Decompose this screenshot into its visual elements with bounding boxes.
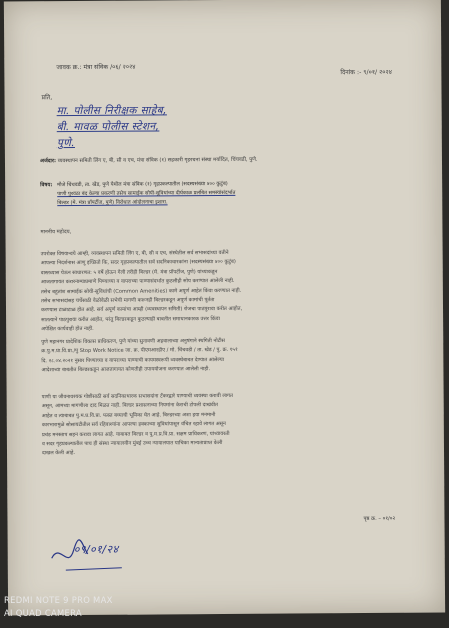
letter-date: दिनांक :- ९/०१/ २०२४ (340, 68, 392, 77)
text-line: पाणी या जीवनावश्यक गोष्टीसाठी सर्व सदनिकाधारक सभासदांना टँकरद्वारे पाण्याची व्यवस्था करावी लागत (41, 392, 233, 401)
recipient-line-1: मा. पोलीस निरीक्षक साहेब, (56, 104, 167, 118)
text-line: वास्तव्यास येऊन साधारणत: ५ वर्षे होऊन गेली तरीही बिल्डर (मे. मंत्रा प्रॉपर्टीज, पुणे) यांच्याकडून (40, 268, 218, 277)
text-line: तसेच बहुतांश सामाईक सोयी-सुविधांची (Common Amenities) कामे अपूर्ण आहेत किंवा करण्यात नाही. (40, 287, 242, 295)
paragraph-2 (41, 336, 424, 376)
camera-watermark-line-2: AI QUAD CAMERA (4, 608, 82, 618)
salutation: माननीय महोदय, (40, 229, 72, 236)
signature-date: ०९/०१/२४ (73, 542, 119, 557)
text-line: तसेच सभासदांसह चर्चेसाठी वेळोवेळी सभेची मागणी करूनही बिल्डरकडून अपूर्ण कामांची पूर्तता (40, 297, 215, 305)
text-line: आदेशाच्या बाबतीत बिल्डरकडून आजतागायत कोणतीही उपाययोजना करण्यात आलेली नाही. (41, 366, 211, 374)
subject-text (57, 179, 422, 209)
text-line: दि. २८.०४.२०२१ नुसार पिण्याच्या व वापराच्या पाण्याची कायमस्वरूपी व्यवस्थेबाबत देण्यात आलेल्या (41, 356, 225, 365)
text-line: आजतागायत करारनाम्याप्रमाणे पिण्याच्या व वापराच्या पाण्यासंदर्भात कुठलीही सोय करण्यात आलेली नाही. (40, 278, 235, 286)
text-line: दाखल केली आहे. (41, 450, 76, 457)
page-number: पृष्ठ क्र. – ०१/०२ (363, 515, 396, 523)
recipient-line-2: बी. मावळ पोलीस स्टेशन, (56, 120, 160, 134)
text-line: प्रचंड मनस्ताप सहन करावा लागत आहे. याबाबत बिल्डर व पु.म.प्र.वि.प्रा. सक्षम प्राधिकरण, यांच्यावरती (41, 430, 230, 438)
subject-label: विषय: (40, 182, 53, 189)
text-line: पुणे महानगर प्रादेशिक विकास प्राधिकरण, पुणे यांच्या सुनावणी अहवालाच्या अनुषंगाने स्थगिती नोटीस (41, 337, 225, 346)
letter-page (4, 0, 445, 616)
signature-mark (48, 534, 128, 581)
prati-label: प्रति, (41, 94, 53, 102)
camera-watermark-line-1: REDMI NOTE 9 PRO MAX (4, 595, 113, 605)
text-line: करण्यास टाळाटाळ होत आहे. सर्व अपूर्ण कामांचा आम्ही (व्यवस्थापन समिती) रोजचा पाठपुरावा करीत आहोत, (41, 306, 243, 314)
sender-block (40, 156, 258, 167)
text-line: आपल्या निदर्शनास आणू इच्छितो कि, सदर गृहप्रकल्पातील सर्व सदनिकाधारकांना (सदस्यसंख्या ४०० कुटुंब) (40, 259, 236, 267)
subject-line: बिल्डर (मे. मंत्रा प्रॉपर्टीज, पुणे) विरोधात आंदोलनाचा इशारा. (57, 199, 168, 207)
text-line: कारभारामुळे सोसायटीतील सर्व रहिवाश्यांना आपल्या हक्काच्या सुविधांपासून वंचित रहावे लागत असून (41, 421, 226, 429)
paragraph-1 (41, 248, 425, 335)
text-line: सातत्याने पाठपुरावा करीत आहोत, परंतु बिल्डरकडून कुठल्याही बाबतीत समाधानकारक उत्तर किंवा (41, 315, 220, 324)
reference-number: जावक क्र.: मंत्रा संविक /०६/ २०२४ (56, 63, 136, 72)
text-line: आहेत व त्याबाबत पु.म.प्र.वि.प्रा. फक्त बघ्याची भूमिका घेत आहे. बिल्डरच्या अशा हया मनमानी (41, 411, 216, 420)
recipient-line-3: पुणे. (56, 137, 75, 150)
text-line: क्र.पु.म.प्रा.वि.प्रा./पु Stop Work Notice जा. क्र. पीएमआरडीए / मो. चिंचवडी / ता. खेड / पु. क्र. १५१ (41, 347, 238, 355)
text-line: उपरोक्त विषयान्वये आम्ही, व्यवस्थापन समिती लिंग ए, बी, सी व एच, संस्थेतील सर्व सभासदांच्या वतीने (40, 249, 229, 258)
sender-label: अर्जदार: (39, 158, 57, 165)
paragraph-3 (42, 391, 425, 460)
sender-text: व्यवस्थापन समिती लिंग ए, बी, सी व एच, मंत्रा संविक (१) सहकारी गृहरचना संस्था मर्यादित, चिंचवडी, पुणे. (57, 156, 258, 165)
text-line: व सदर गृहप्रकल्पातील पाच ही संस्था न्यायालयीन मुंबई उच्च न्यायालयात याचिका मान्यताप्राप्त केली (41, 440, 223, 448)
subject-line: मौजे चिंचवडी, ता. खेड, पुणे येथील मंत्रा संविक (१) गृहप्रकल्पातील (सदस्यसंख्या ४०० कुटुंब) (57, 180, 228, 189)
text-line: असून, आमच्या मागणीला दाद मिळत नाही. बिल्डर प्रशासनाच्या नियमांना केराची टोपली दाखवीत (41, 402, 218, 410)
text-line: अपेक्षित कार्यवाही होत नाही. (41, 326, 94, 333)
subject-line: पाणी पुरवठा बंद केल्या प्रकरणी तसेच सामाईक सोयी-सुविधांच्या दीर्घकाळ प्रलंबित समस्यांसंदर्भात (57, 190, 236, 198)
